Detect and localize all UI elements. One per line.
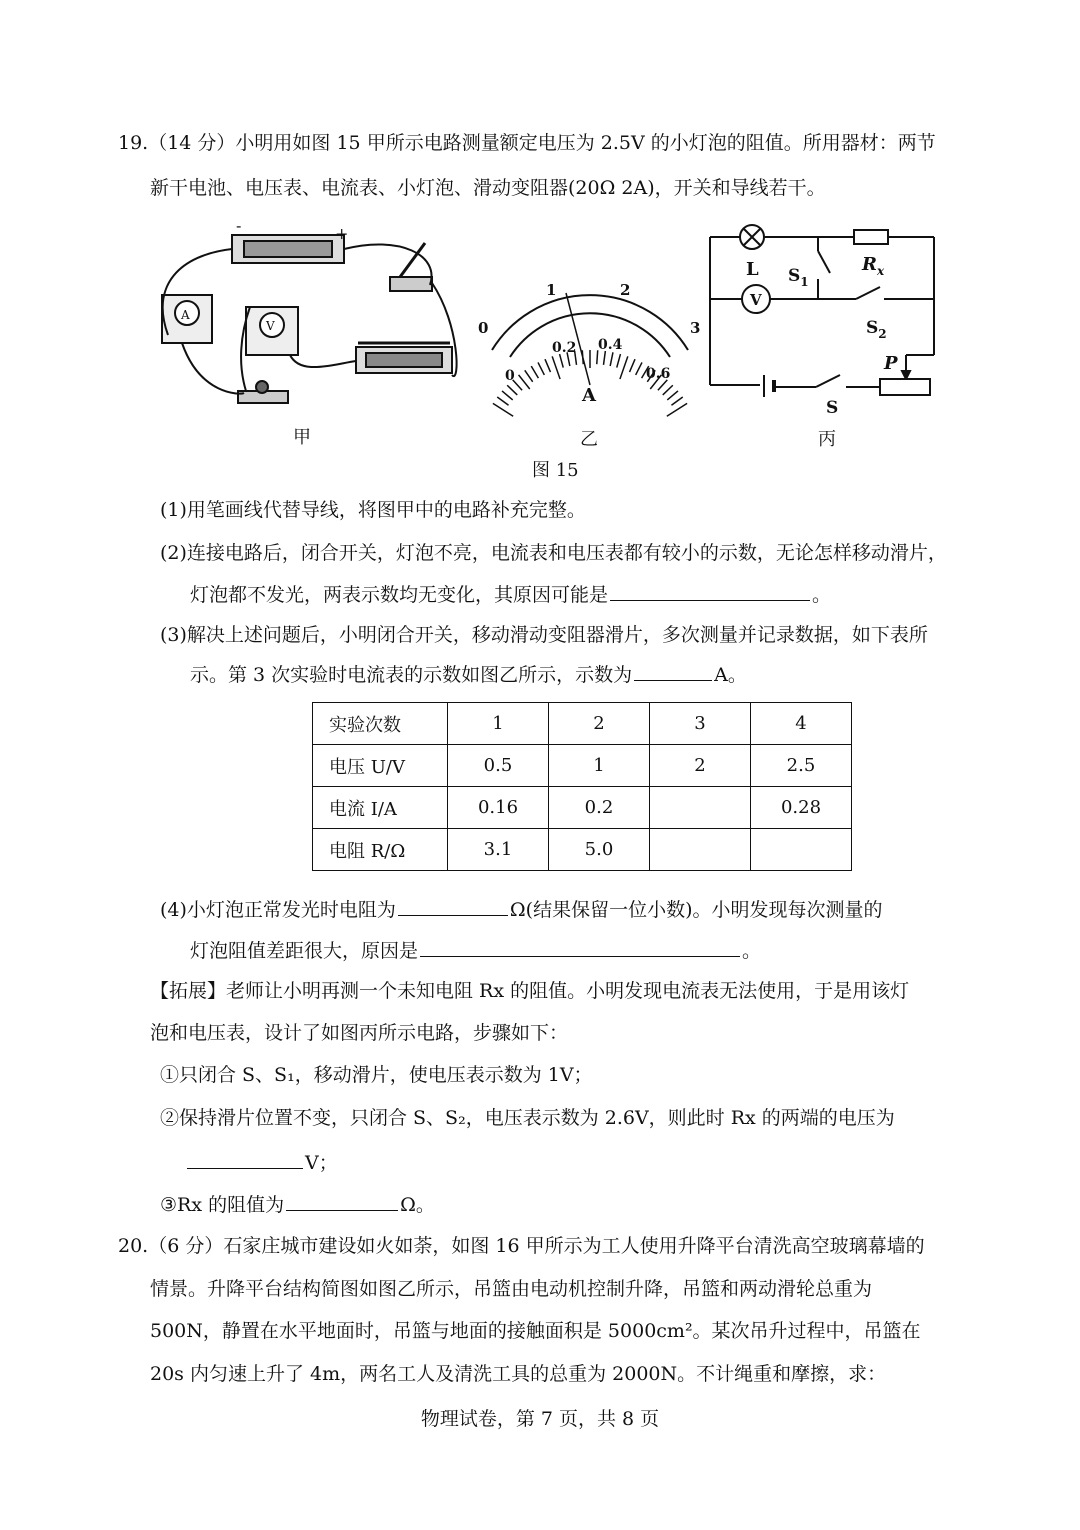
schematic-lamp-label: L xyxy=(746,259,759,280)
table-row xyxy=(313,829,852,871)
q19-step2: ②保持滑片位置不变，只闭合 S、S₂，电压表示数为 2.6V，则此时 Rx 的两端的电压为 xyxy=(160,1107,895,1129)
table-cell: 电压 U/V xyxy=(313,745,448,787)
schematic-voltmeter-label: V xyxy=(750,291,762,309)
dial-tick-mark xyxy=(560,354,564,367)
figure-bing-schematic xyxy=(710,225,934,418)
q19-part4-line2: 灯泡阻值差距很大，原因是 。 xyxy=(190,936,761,964)
table-cell: 3 xyxy=(650,703,751,745)
battery-plus-label: + xyxy=(335,224,349,243)
table-row xyxy=(313,703,852,745)
figure-jia xyxy=(162,216,457,403)
table-cell xyxy=(650,829,751,871)
dial-tick-mark xyxy=(507,385,517,395)
figure-bing-label: 丙 xyxy=(818,429,836,450)
dial-tick-mark xyxy=(630,359,635,372)
q20-line4: 20s 内匀速上升了 4m，两名工人及清洗工具的总重为 2000N。不计绳重和摩擦，求： xyxy=(150,1363,887,1385)
table-cell: 电流 I/A xyxy=(313,787,448,829)
table-cell: 3.1 xyxy=(448,829,549,871)
table-cell xyxy=(751,829,852,871)
dial-tick-mark xyxy=(502,391,513,400)
table-row xyxy=(313,787,852,829)
data-table xyxy=(312,702,852,871)
q19-extension-line1: 【拓展】老师让小明再测一个未知电阻 Rx 的阻值。小明发现电流表无法使用，于是用该灯 xyxy=(150,980,910,1002)
table-cell: 2 xyxy=(650,745,751,787)
dial-tick-mark xyxy=(636,362,642,374)
schematic-rx-sub: x xyxy=(876,264,885,278)
dial-tick-mark xyxy=(545,359,550,372)
dial-tick-mark xyxy=(610,352,613,366)
page-footer: 物理试卷，第 7 页，共 8 页 xyxy=(420,1408,660,1430)
table-cell: 0.5 xyxy=(448,745,549,787)
table-cell: 电阻 R/Ω xyxy=(313,829,448,871)
dial-tick-mark xyxy=(667,391,678,400)
figure-yi-label: 乙 xyxy=(580,429,598,450)
battery-minus-label: - xyxy=(236,216,242,235)
schematic-s2-sub: 2 xyxy=(878,327,887,341)
dial-tick-mark xyxy=(552,356,560,379)
dial-tick-mark xyxy=(663,385,673,395)
schematic-p-label: P xyxy=(884,353,898,374)
dial-upper-tick-3: 3 xyxy=(690,319,701,337)
schematic-s2-label: S xyxy=(866,318,879,338)
answer-blank-4b[interactable] xyxy=(420,936,740,957)
q19-part3-line1: (3)解决上述问题后，小明闭合开关，移动滑动变阻器滑片，多次测量并记录数据，如下表所 xyxy=(160,624,928,646)
q19-part3-line2: 示。第 3 次实验时电流表的示数如图乙所示，示数为 A。 xyxy=(190,660,747,688)
dial-tick-mark xyxy=(531,366,538,378)
q20-line1: 20.（6 分）石家庄城市建设如火如荼，如图 16 甲所示为工人使用升降平台清洗高空玻璃幕墙的 xyxy=(118,1235,925,1257)
figure-caption: 图 15 xyxy=(532,460,579,481)
table-cell: 0.2 xyxy=(549,787,650,829)
table-cell: 0.16 xyxy=(448,787,549,829)
q19-part1: (1)用笔画线代替导线，将图甲中的电路补充完整。 xyxy=(160,499,586,521)
figure-jia-label: 甲 xyxy=(293,427,311,448)
table-cell xyxy=(650,787,751,829)
dial-tick-mark xyxy=(493,403,513,416)
dial-upper-tick-0: 0 xyxy=(478,319,489,337)
q19-line2: 新干电池、电压表、电流表、小灯泡、滑动变阻器(20Ω 2A)，开关和导线若干。 xyxy=(150,177,826,199)
answer-blank-step2[interactable] xyxy=(187,1148,303,1169)
schematic-rx-label: R xyxy=(862,254,877,275)
answer-blank-3[interactable] xyxy=(634,660,712,681)
figure-15 xyxy=(0,215,1080,495)
dial-lower-tick-0: 0 xyxy=(505,368,515,384)
schematic-s-label: S xyxy=(826,398,839,418)
table-cell: 实验次数 xyxy=(313,703,448,745)
dial-tick-mark xyxy=(671,397,682,405)
voltmeter-letter: V xyxy=(266,319,275,333)
answer-blank-2[interactable] xyxy=(610,580,810,601)
svg-text:S1 xyxy=(788,266,809,289)
dial-tick-mark xyxy=(667,403,687,416)
table-cell: 0.28 xyxy=(751,787,852,829)
q19-part2-line2: 灯泡都不发光，两表示数均无变化，其原因可能是 。 xyxy=(190,580,831,608)
q19-part2-line1: (2)连接电路后，闭合开关，灯泡不亮，电流表和电压表都有较小的示数，无论怎样移动滑片， xyxy=(160,542,947,564)
dial-tick-mark xyxy=(519,375,530,389)
dial-tick-mark xyxy=(603,351,605,365)
schematic-s1-label: S xyxy=(788,266,801,286)
dial-upper-tick-2: 2 xyxy=(620,281,631,299)
svg-text:Rx xyxy=(861,254,885,278)
answer-blank-4a[interactable] xyxy=(398,895,508,916)
q20-line2: 情景。升降平台结构简图如图乙所示，吊篮由电动机控制升降，吊篮和两动滑轮总重为 xyxy=(150,1278,873,1300)
q19-step3: ③Rx 的阻值为 Ω。 xyxy=(160,1190,435,1218)
svg-text:S2 xyxy=(866,318,887,341)
table-cell: 4 xyxy=(751,703,852,745)
table-row xyxy=(313,745,852,787)
table-cell: 5.0 xyxy=(549,829,650,871)
q19-step1: ①只闭合 S、S₁，移动滑片，使电压表示数为 1V； xyxy=(160,1064,593,1086)
dial-tick-mark xyxy=(497,397,508,405)
dial-tick-mark xyxy=(525,370,533,382)
dial-tick-mark xyxy=(620,356,628,379)
schematic-s1-sub: 1 xyxy=(800,275,809,289)
q19-line1: 19.（14 分）小明用如图 15 甲所示电路测量额定电压为 2.5V 的小灯泡的阻值。所用器材：两节 xyxy=(118,132,936,154)
q20-line3: 500N，静置在水平地面时，吊篮与地面的接触面积是 5000cm²。某次吊升过程中，吊篮在 xyxy=(150,1320,921,1342)
q19-extension-line2: 泡和电压表，设计了如图丙所示电路，步骤如下： xyxy=(150,1022,569,1044)
dial-unit: A xyxy=(582,385,596,406)
table-cell: 1 xyxy=(448,703,549,745)
q19-part4-line1: (4)小灯泡正常发光时电阻为 Ω(结果保留一位小数)。小明发现每次测量的 xyxy=(160,895,883,923)
dial-tick-mark xyxy=(538,362,544,374)
table-cell: 2.5 xyxy=(751,745,852,787)
figure-yi-dial xyxy=(478,281,700,416)
dial-lower-tick-1: 0.2 xyxy=(552,340,577,356)
answer-blank-step3[interactable] xyxy=(286,1190,398,1211)
ammeter-letter: A xyxy=(181,308,190,322)
dial-lower-tick-2: 0.4 xyxy=(598,337,623,353)
dial-upper-tick-1: 1 xyxy=(546,281,557,299)
q19-step2-line2: V； xyxy=(185,1148,338,1176)
dial-tick-mark xyxy=(617,354,621,367)
table-cell: 1 xyxy=(549,745,650,787)
dial-lower-tick-3: 0.6 xyxy=(646,366,671,382)
table-cell: 2 xyxy=(549,703,650,745)
